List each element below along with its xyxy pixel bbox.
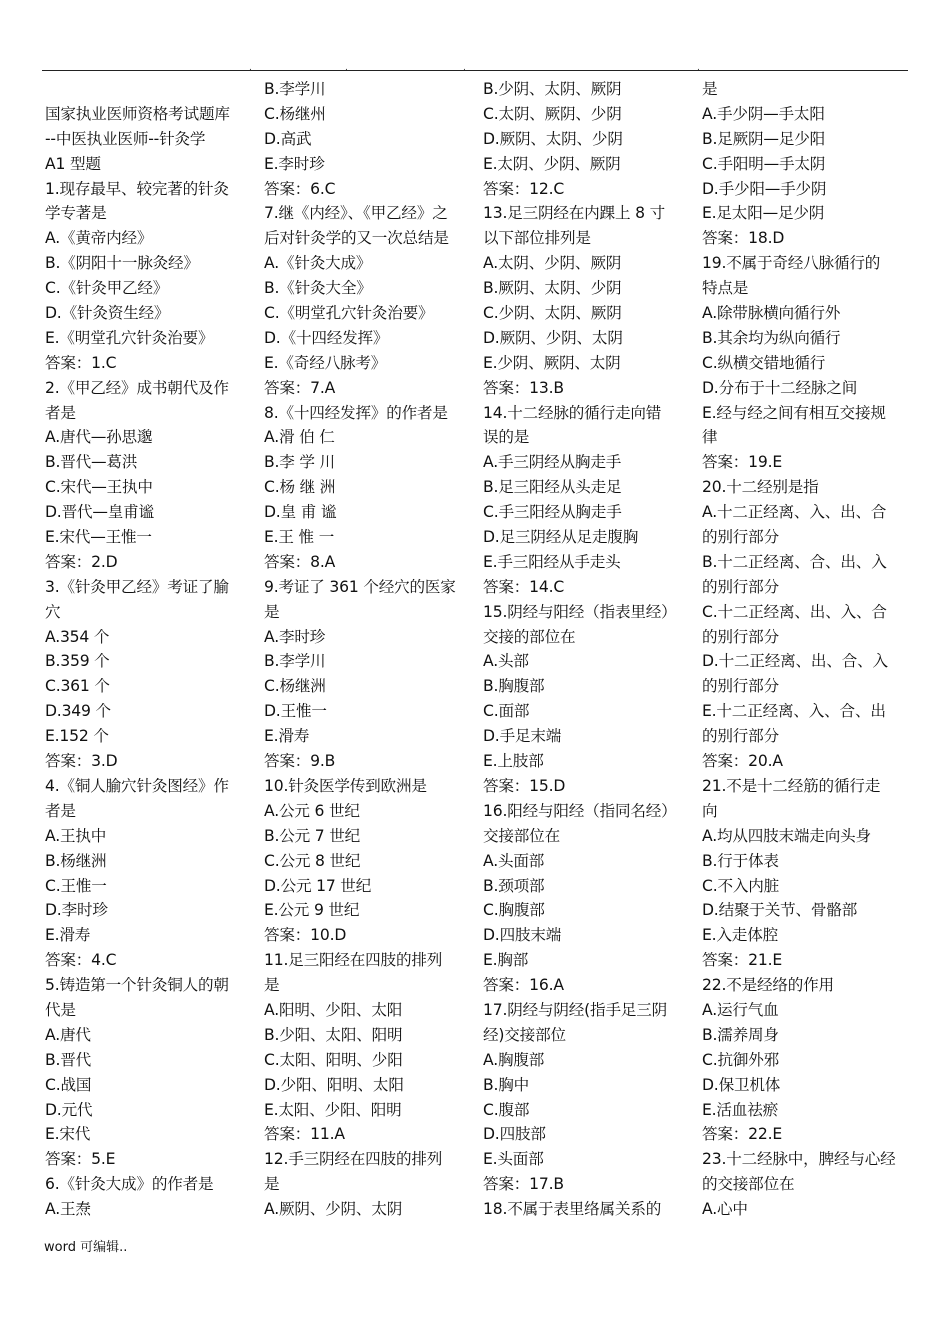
text-column-2 <box>264 77 476 1222</box>
text-line: 国家执业医师资格考试题库 <box>45 104 230 123</box>
text-line: C.361 个 <box>45 677 110 696</box>
text-line: 17.阴经与阴经(指手足三阴 <box>483 1000 668 1019</box>
text-line: B.李 学 川 <box>264 453 335 472</box>
text-line: B.足厥阴—足少阳 <box>702 129 826 148</box>
text-line: D.手足末端 <box>483 727 562 746</box>
text-line: 律 <box>702 428 718 447</box>
text-line: 答案：21.E <box>702 951 783 970</box>
text-line: A.《黄帝内经》 <box>45 229 153 248</box>
text-line: A.除带脉横向循行外 <box>702 304 841 323</box>
text-line: B.濡养周身 <box>702 1025 779 1044</box>
text-line: 答案：18.D <box>702 229 785 248</box>
text-line: C.公元 8 世纪 <box>264 851 361 870</box>
text-line: D.厥阴、少阴、太阴 <box>483 328 623 347</box>
text-line: D.王惟一 <box>264 702 327 721</box>
text-line: E.入走体腔 <box>702 926 778 945</box>
text-line: 答案：4.C <box>45 951 117 970</box>
text-line: C.腹部 <box>483 1100 530 1119</box>
text-line: E.滑寿 <box>45 926 91 945</box>
header-dot: . <box>249 63 252 73</box>
text-line: C.抗御外邪 <box>702 1050 780 1069</box>
text-line: 答案：3.D <box>45 752 118 771</box>
text-line: C.纵横交错地循行 <box>702 353 826 372</box>
text-line: B.杨继洲 <box>45 851 107 870</box>
text-line: E.宋代 <box>45 1125 91 1144</box>
text-line: D.结聚于关节、骨骼部 <box>702 901 858 920</box>
text-line: C.杨 继 洲 <box>264 478 336 497</box>
text-line: D.公元 17 世纪 <box>264 876 372 895</box>
text-line: E.《明堂孔穴针灸治要》 <box>45 328 214 347</box>
text-line: 19.不属于奇经八脉循行的 <box>702 254 881 273</box>
text-line: A.滑 伯 仁 <box>264 428 335 447</box>
text-line: 答案：7.A <box>264 378 336 397</box>
text-line: B.其余均为纵向循行 <box>702 328 841 347</box>
text-line: C.王惟一 <box>45 876 107 895</box>
text-line: 答案：12.C <box>483 179 565 198</box>
text-line: D.分布于十二经脉之间 <box>702 378 858 397</box>
text-line: A.头面部 <box>483 851 545 870</box>
text-line: 答案：11.A <box>264 1125 345 1144</box>
text-line: C.宋代—王执中 <box>45 478 153 497</box>
text-line: 14.十二经脉的循行走向错 <box>483 403 662 422</box>
text-line: A.唐代—孙思邈 <box>45 428 153 447</box>
text-line: 答案：19.E <box>702 453 783 472</box>
text-line: A.太阴、少阴、厥阴 <box>483 254 622 273</box>
text-line: 答案：16.A <box>483 976 564 995</box>
text-line: B.行于体表 <box>702 851 779 870</box>
text-line: 的别行部分 <box>702 528 779 547</box>
text-line: A.手三阴经从胸走手 <box>483 453 622 472</box>
text-line: B.晋代—葛洪 <box>45 453 138 472</box>
text-line: 9.考证了 361 个经穴的医家 <box>264 577 456 596</box>
text-line: 交接的部位在 <box>483 627 576 646</box>
text-line: 答案：1.C <box>45 353 117 372</box>
text-line: 的别行部分 <box>702 627 779 646</box>
text-column-3 <box>483 77 695 1222</box>
text-line: 22.不是经络的作用 <box>702 976 834 995</box>
text-line: E.胸部 <box>483 951 529 970</box>
text-line: 15.阴经与阳经（指表里经） <box>483 602 677 621</box>
text-line: B.足三阳经从头走足 <box>483 478 622 497</box>
text-line: B.厥阴、太阴、少阴 <box>483 279 622 298</box>
text-line: 答案：13.B <box>483 378 564 397</box>
text-line: 交接部位在 <box>483 826 560 845</box>
text-line: 答案：2.D <box>45 552 118 571</box>
text-line: E.《奇经八脉考》 <box>264 353 387 372</box>
text-line: 特点是 <box>702 279 749 298</box>
text-line: D.李时珍 <box>45 901 108 920</box>
text-line: 穴 <box>45 602 61 621</box>
text-line <box>45 77 257 102</box>
text-line: C.杨继洲 <box>264 677 326 696</box>
text-line: D.保卫机体 <box>702 1075 781 1094</box>
text-line: C.胸腹部 <box>483 901 545 920</box>
text-column-4 <box>702 77 914 1222</box>
text-line: 答案：20.A <box>702 752 783 771</box>
text-line: --中医执业医师--针灸学 <box>45 129 206 148</box>
text-line: E.活血祛瘀 <box>702 1100 778 1119</box>
text-line: 答案：17.B <box>483 1175 564 1194</box>
text-line: 答案：9.B <box>264 752 336 771</box>
text-line: A.王焘 <box>45 1200 91 1219</box>
text-line: A.手少阴—手太阳 <box>702 104 825 123</box>
text-line: 13.足三阴经在内踝上 8 寸 <box>483 204 665 223</box>
text-line: 20.十二经别是指 <box>702 478 819 497</box>
text-line: A.李时珍 <box>264 627 326 646</box>
text-line: B.李学川 <box>264 652 326 671</box>
text-line: C.手阳明—手太阴 <box>702 154 826 173</box>
text-line: C.十二正经离、出、入、合 <box>702 602 887 621</box>
text-column-1 <box>45 77 257 1222</box>
text-line: D.《十四经发挥》 <box>264 328 389 347</box>
text-line: 答案：8.A <box>264 552 336 571</box>
header-dot: . <box>697 63 700 73</box>
text-line: D.手少阳—手少阴 <box>702 179 827 198</box>
text-line: B.《阴阳十一脉灸经》 <box>45 254 199 273</box>
text-line: A.心中 <box>702 1200 748 1219</box>
text-line: 的别行部分 <box>702 727 779 746</box>
text-line: D.足三阴经从足走腹胸 <box>483 528 639 547</box>
text-line: 的别行部分 <box>702 677 779 696</box>
text-line: B.晋代 <box>45 1050 92 1069</box>
text-line: E.152 个 <box>45 727 109 746</box>
text-line: E.足太阳—足少阴 <box>702 204 825 223</box>
text-line: B.《针灸大全》 <box>264 279 372 298</box>
text-line: E.太阴、少阴、厥阴 <box>483 154 621 173</box>
text-line: B.359 个 <box>45 652 110 671</box>
text-line: 代是 <box>45 1000 76 1019</box>
text-line: D.《针灸资生经》 <box>45 304 170 323</box>
text-line: B.李学川 <box>264 80 326 98</box>
text-line: 12.手三阴经在四肢的排列 <box>264 1150 443 1169</box>
text-line: D.四肢部 <box>483 1125 546 1144</box>
text-line: B.少阳、太阳、阳明 <box>264 1025 403 1044</box>
text-line: E.头面部 <box>483 1150 544 1169</box>
text-line: C.《针灸甲乙经》 <box>45 279 169 298</box>
text-line: 7.继《内经》、《甲乙经》之 <box>264 204 448 223</box>
text-line: A.354 个 <box>45 627 110 646</box>
text-line: A.王执中 <box>45 826 107 845</box>
text-line: A.《针灸大成》 <box>264 254 372 273</box>
text-line: 5.铸造第一个针灸铜人的朝 <box>45 976 229 995</box>
text-line: 向 <box>702 801 718 820</box>
text-line: D.厥阴、太阴、少阴 <box>483 129 623 148</box>
text-line: E.公元 9 世纪 <box>264 901 360 920</box>
text-line: 16.阳经与阳经（指同名经） <box>483 801 677 820</box>
text-line: 是 <box>264 976 280 995</box>
text-line: 6.《针灸大成》的作者是 <box>45 1175 214 1194</box>
text-line: B.少阴、太阴、厥阴 <box>483 80 622 98</box>
text-line: 答案：14.C <box>483 577 565 596</box>
text-line: A.十二正经离、入、出、合 <box>702 503 887 522</box>
text-line: A.阳明、少阳、太阳 <box>264 1000 403 1019</box>
text-line: E.李时珍 <box>264 154 325 173</box>
text-line: E.王 惟 一 <box>264 528 335 547</box>
text-line: B.十二正经离、合、出、入 <box>702 552 887 571</box>
text-line: B.胸腹部 <box>483 677 545 696</box>
header-dot: . <box>345 63 348 73</box>
text-line: 经)交接部位 <box>483 1025 566 1044</box>
text-line: 者是 <box>45 801 76 820</box>
text-line: C.少阴、太阴、厥阴 <box>483 304 622 323</box>
text-line: E.少阴、厥阴、太阴 <box>483 353 621 372</box>
text-line: 答案：22.E <box>702 1125 783 1144</box>
text-line: C.杨继州 <box>264 104 326 123</box>
text-line: C.太阳、阳明、少阳 <box>264 1050 403 1069</box>
text-line: 18.不属于表里络属关系的 <box>483 1200 662 1219</box>
text-line: 是 <box>264 1175 280 1194</box>
text-line: D.349 个 <box>45 702 111 721</box>
text-line: 以下部位排列是 <box>483 229 591 248</box>
text-line: A.厥阴、少阴、太阴 <box>264 1200 403 1219</box>
text-line: E.滑寿 <box>264 727 310 746</box>
text-line: A.胸腹部 <box>483 1050 545 1069</box>
text-line: 23.十二经脉中，脾经与心经 <box>702 1150 896 1169</box>
text-line: 的别行部分 <box>702 577 779 596</box>
text-line: 1.现存最早、较完著的针灸 <box>45 179 229 198</box>
text-line: E.十二正经离、入、合、出 <box>702 702 886 721</box>
text-line: E.太阳、少阳、阳明 <box>264 1100 402 1119</box>
header-dot: . <box>463 63 466 73</box>
text-line: D.元代 <box>45 1100 93 1119</box>
text-line: C.不入内脏 <box>702 876 780 895</box>
text-line: A.头部 <box>483 652 529 671</box>
text-line: B.胸中 <box>483 1075 530 1094</box>
text-line: A.唐代 <box>45 1025 91 1044</box>
text-line: A.公元 6 世纪 <box>264 801 360 820</box>
text-line: C.《明堂孔穴针灸治要》 <box>264 304 434 323</box>
text-line: 是 <box>702 80 718 98</box>
text-line: D.高武 <box>264 129 312 148</box>
text-line: 答案：5.E <box>45 1150 116 1169</box>
text-line: D.皇 甫 谧 <box>264 503 337 522</box>
text-line: 学专著是 <box>45 204 107 223</box>
header-rule <box>42 70 908 71</box>
page-footer: word 可编辑.. <box>44 1240 128 1255</box>
text-line: 8.《十四经发挥》的作者是 <box>264 403 448 422</box>
text-line: A1 型题 <box>45 154 101 173</box>
text-line: 后对针灸学的又一次总结是 <box>264 229 449 248</box>
text-line: C.太阴、厥阴、少阴 <box>483 104 622 123</box>
text-line: D.晋代—皇甫谧 <box>45 503 154 522</box>
text-line: 者是 <box>45 403 76 422</box>
text-line: D.四肢末端 <box>483 926 562 945</box>
text-line: 2.《甲乙经》成书朝代及作 <box>45 378 229 397</box>
text-line: 10.针灸医学传到欧洲是 <box>264 776 427 795</box>
text-line: 3.《针灸甲乙经》考证了腧 <box>45 577 229 596</box>
text-line: 误的是 <box>483 428 530 447</box>
text-line: 的交接部位在 <box>702 1175 795 1194</box>
text-line: E.手三阳经从手走头 <box>483 552 621 571</box>
text-line: D.少阳、阳明、太阳 <box>264 1075 404 1094</box>
text-line: C.手三阳经从胸走手 <box>483 503 622 522</box>
text-line: C.面部 <box>483 702 530 721</box>
text-line: C.战国 <box>45 1075 92 1094</box>
text-line: 答案：15.D <box>483 776 566 795</box>
text-line: 21.不是十二经筋的循行走 <box>702 776 881 795</box>
text-line: 11.足三阳经在四肢的排列 <box>264 951 443 970</box>
text-line: E.上肢部 <box>483 752 544 771</box>
text-line: B.颈项部 <box>483 876 545 895</box>
text-line: D.十二正经离、出、合、入 <box>702 652 888 671</box>
text-line: E.经与经之间有相互交接规 <box>702 403 886 422</box>
text-line: 是 <box>264 602 280 621</box>
text-line: B.公元 7 世纪 <box>264 826 361 845</box>
text-line: 答案：6.C <box>264 179 336 198</box>
text-line: E.宋代—王惟一 <box>45 528 152 547</box>
text-line: 4.《铜人腧穴针灸图经》作 <box>45 776 229 795</box>
text-line: 答案：10.D <box>264 926 347 945</box>
text-line: A.均从四肢末端走向头身 <box>702 826 871 845</box>
text-line: A.运行气血 <box>702 1000 779 1019</box>
